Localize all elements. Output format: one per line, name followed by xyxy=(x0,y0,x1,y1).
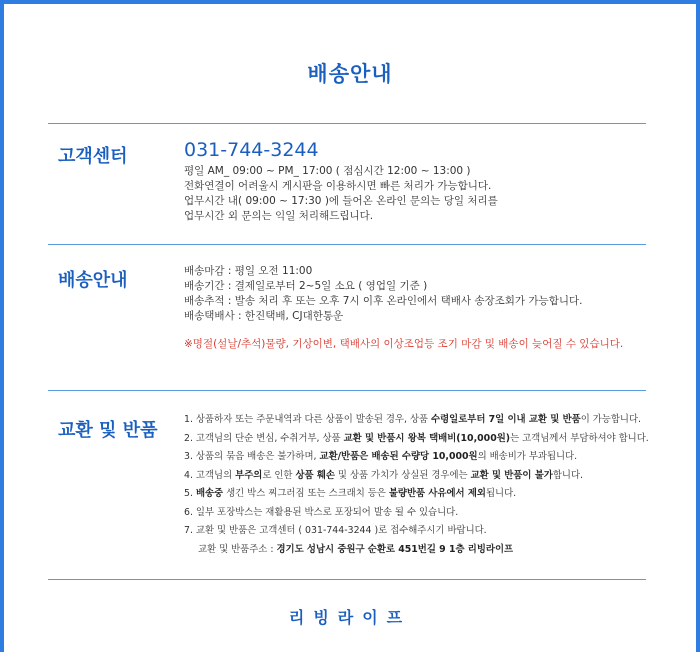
divider xyxy=(48,390,646,391)
cs-line: 평일 AM_ 09:00 ~ PM_ 17:00 ( 점심시간 12:00 ~ 13:00 ) xyxy=(184,165,471,177)
returns-item-emphasis: 불량반품 사유에서 제외 xyxy=(388,488,486,499)
returns-item-text: 6. 일부 포장박스는 재활용된 박스로 포장되어 발송 될 수 있습니다. xyxy=(184,506,459,518)
cs-line: 업무시간 내( 09:00 ~ 17:30 )에 들어온 온라인 문의는 당일 처리를 xyxy=(184,195,498,207)
returns-item-text: 합니다. xyxy=(552,469,583,481)
divider xyxy=(48,123,646,124)
returns-item-text: 의 배송비가 부과됩니다. xyxy=(477,451,578,462)
returns-item-text: 7. 교환 및 반품은 고객센터 ( 031-744-3244 )로 접수해주시기 바랍니다. xyxy=(184,525,487,536)
returns-item-emphasis: 수령일로부터 7일 이내 교환 및 반품 xyxy=(431,414,581,425)
returns-item-text: 5. xyxy=(184,488,196,499)
returns-item-text: 및 상품 가치가 상실된 경우에는 xyxy=(334,469,471,481)
returns-item-text: 이 가능합니다. xyxy=(580,414,641,425)
returns-item-text: 로 인한 xyxy=(262,469,296,481)
returns-item-text: 4. 고객님의 xyxy=(184,469,236,481)
returns-heading: 교환 및 반품 xyxy=(58,420,158,441)
delivery-line: 배송마감 : 평일 오전 11:00 xyxy=(184,265,313,277)
delivery-line: 배송추적 : 발송 처리 후 또는 오후 7시 이후 온라인에서 택배사 송장조회가 가능합니다. xyxy=(184,295,583,307)
returns-item-emphasis: 교환 및 반품시 왕복 택배비(10,000원) xyxy=(343,432,511,444)
returns-item-text: 는 고객님께서 부담하셔야 합니다. xyxy=(510,432,649,444)
returns-item-emphasis: 교환 및 반품이 불가 xyxy=(470,469,553,481)
cs-heading: 고객센터 xyxy=(58,146,128,167)
returns-item-text: 생긴 박스 찌그러짐 또는 스크래치 등은 xyxy=(223,488,389,499)
returns-item-emphasis: 배송중 xyxy=(195,488,224,499)
returns-item xyxy=(184,448,649,467)
cs-body xyxy=(184,138,498,224)
returns-item-text: 1. 상품하자 또는 주문내역과 다른 상품이 발송된 경우, 상품 xyxy=(184,414,432,425)
delivery-line: 배송택배사 : 한진택배, CJ대한통운 xyxy=(184,310,344,322)
page-title: 배송안내 xyxy=(307,62,393,86)
cs-line: 업무시간 외 문의는 익일 처리해드립니다. xyxy=(184,210,374,222)
divider xyxy=(48,244,646,245)
cs-line: 전화연결이 어려울시 게시판을 이용하시면 빠른 처리가 가능합니다. xyxy=(184,180,492,192)
delivery-heading: 배송안내 xyxy=(58,270,128,291)
returns-item-text: 3. 상품의 묶음 배송은 불가하며, xyxy=(184,451,320,462)
cs-phone: 031-744-3244 xyxy=(184,139,319,161)
returns-item-text: 됩니다. xyxy=(485,488,517,499)
returns-item xyxy=(184,411,649,430)
returns-item xyxy=(184,485,649,504)
returns-item-emphasis: 교환/반품은 배송된 수량당 10,000원 xyxy=(319,451,478,462)
returns-item-emphasis: 부주의 xyxy=(235,469,263,481)
returns-item xyxy=(184,504,649,523)
returns-item-text: 2. 고객님의 단순 변심, 수취거부, 상품 xyxy=(184,432,344,444)
returns-address-value: 경기도 성남시 중원구 순환로 451번길 9 1층 리빙라이프 xyxy=(276,543,514,555)
returns-address xyxy=(184,541,649,560)
divider xyxy=(48,579,646,580)
footer-brand: 리빙라이프 xyxy=(288,608,412,627)
returns-list xyxy=(184,411,649,559)
returns-item xyxy=(184,467,649,486)
returns-item-emphasis: 상품 훼손 xyxy=(295,469,335,481)
returns-address-label: 교환 및 반품주소 : xyxy=(198,543,277,555)
returns-item xyxy=(184,430,649,449)
delivery-body xyxy=(184,264,623,352)
returns-item xyxy=(184,522,649,541)
delivery-warning: ※명절(설날/추석)물량, 기상이변, 택배사의 이상조업등 조기 마감 및 배송이 늦어질 수 있습니다. xyxy=(184,338,624,350)
delivery-line: 배송기간 : 결제일로부터 2~5일 소요 ( 영업일 기준 ) xyxy=(184,280,428,292)
shipping-info-card xyxy=(4,4,696,652)
